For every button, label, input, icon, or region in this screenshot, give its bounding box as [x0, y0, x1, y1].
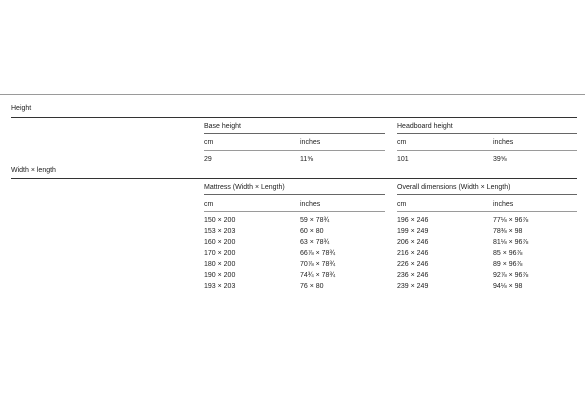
overall-row-inches: 85 × 96⅞: [493, 250, 523, 257]
mattress-row-cm: 190 × 200: [204, 272, 236, 279]
mattress-row-inches: 74¾ × 78¾: [300, 272, 336, 279]
base-cm-header: cm: [204, 139, 214, 146]
mattress-title: Mattress (Width × Length): [204, 184, 285, 191]
overall-header-divider: [397, 211, 577, 212]
mattress-divider: [204, 194, 385, 195]
mattress-row-cm: 193 × 203: [204, 283, 236, 290]
overall-row-cm: 236 × 246: [397, 272, 429, 279]
base-cm-value: 29: [204, 156, 212, 163]
headboard-inches-header: inches: [493, 139, 514, 146]
overall-title: Overall dimensions (Width × Length): [397, 184, 511, 191]
headboard-height-title: Headboard height: [397, 123, 453, 130]
mattress-row-cm: 170 × 200: [204, 250, 236, 257]
overall-row-inches: 92⅞ × 96⅞: [493, 272, 529, 279]
overall-row-cm: 206 × 246: [397, 239, 429, 246]
mattress-row-inches: 70⅞ × 78¾: [300, 261, 336, 268]
overall-row-cm: 216 × 246: [397, 250, 429, 257]
base-header-divider: [204, 150, 385, 151]
mattress-row-inches: 76 × 80: [300, 283, 324, 290]
mattress-row-inches: 63 × 78¾: [300, 239, 330, 246]
overall-row-inches: 89 × 96⅞: [493, 261, 523, 268]
overall-row-cm: 239 × 249: [397, 283, 429, 290]
overall-row-cm: 196 × 246: [397, 217, 429, 224]
top-divider: [0, 94, 585, 95]
mattress-row-cm: 180 × 200: [204, 261, 236, 268]
overall-row-inches: 94⅛ × 98: [493, 283, 523, 290]
overall-divider: [397, 194, 577, 195]
base-height-divider: [204, 133, 385, 134]
size-section-divider: [11, 178, 577, 179]
mattress-row-cm: 153 × 203: [204, 228, 236, 235]
mattress-row-cm: 150 × 200: [204, 217, 236, 224]
headboard-cm-header: cm: [397, 139, 407, 146]
overall-row-cm: 199 × 249: [397, 228, 429, 235]
headboard-header-divider: [397, 150, 577, 151]
base-inches-header: inches: [300, 139, 321, 146]
headboard-cm-value: 101: [397, 156, 409, 163]
overall-row-cm: 226 × 246: [397, 261, 429, 268]
mattress-row-inches: 59 × 78¾: [300, 217, 330, 224]
height-section-label: Height: [11, 105, 32, 112]
overall-row-inches: 78⅜ × 98: [493, 228, 523, 235]
headboard-inches-value: 39⅝: [493, 156, 507, 163]
mattress-header-divider: [204, 211, 385, 212]
mattress-row-inches: 60 × 80: [300, 228, 324, 235]
overall-row-inches: 77⅛ × 96⅞: [493, 217, 529, 224]
overall-row-inches: 81⅛ × 96⅞: [493, 239, 529, 246]
headboard-height-divider: [397, 133, 577, 134]
mattress-row-inches: 66⅞ × 78¾: [300, 250, 336, 257]
mattress-row-cm: 160 × 200: [204, 239, 236, 246]
size-section-label: Width × length: [11, 167, 56, 174]
mattress-cm-header: cm: [204, 201, 214, 208]
height-section-divider: [11, 117, 577, 118]
mattress-inches-header: inches: [300, 201, 321, 208]
base-height-title: Base height: [204, 123, 241, 130]
overall-cm-header: cm: [397, 201, 407, 208]
overall-inches-header: inches: [493, 201, 514, 208]
base-inches-value: 11⅝: [300, 156, 314, 163]
